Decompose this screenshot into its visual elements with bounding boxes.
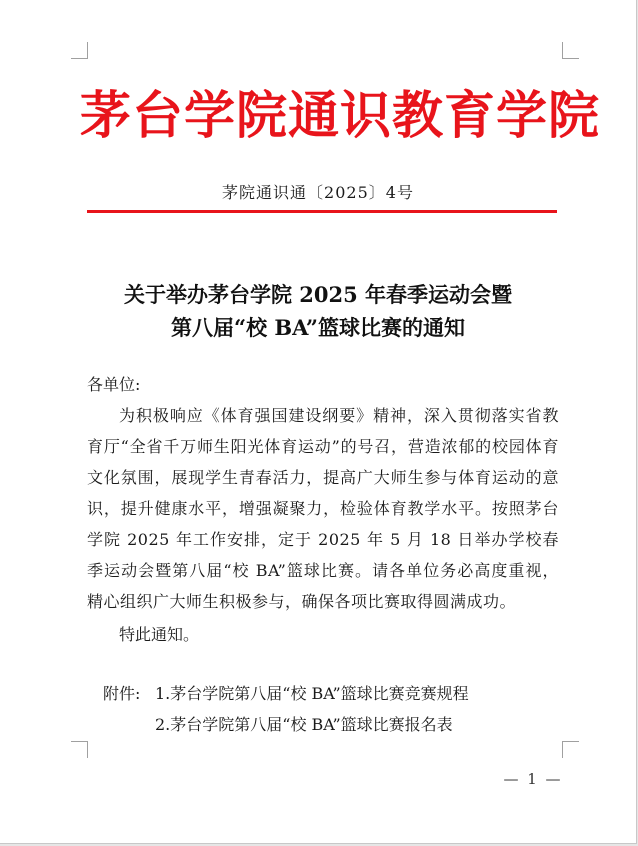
issuer-title: 茅台学院通识教育学院 xyxy=(80,86,601,146)
salutation: 各单位: xyxy=(87,375,141,394)
crop-mark-top-right xyxy=(562,42,579,59)
document-number: 茅院通识通〔2025〕4号 xyxy=(222,183,414,202)
page-number: — 1 — xyxy=(503,770,563,788)
attachments-label: 附件: xyxy=(103,684,141,703)
notice-title xyxy=(80,278,556,344)
attachment-item-2: 2.茅台学院第八届“校 BA”篮球比赛报名表 xyxy=(155,715,453,734)
crop-mark-top-left xyxy=(71,42,88,59)
red-separator-line xyxy=(87,210,557,213)
crop-mark-bottom-right xyxy=(562,741,579,758)
crop-mark-bottom-left xyxy=(71,741,88,758)
closing-line: 特此通知。 xyxy=(119,625,200,644)
attachment-item-1: 1.茅台学院第八届“校 BA”篮球比赛竞赛规程 xyxy=(155,684,469,703)
notice-title-line-2: 第八届“校 BA”篮球比赛的通知 xyxy=(170,315,466,340)
notice-title-line-1: 关于举办茅台学院 2025 年春季运动会暨 xyxy=(123,282,513,307)
body-paragraph: 为积极响应《体育强国建设纲要》精神，深入贯彻落实省教育厅“全省千万师生阳光体育运动”的号召，营造浓郁的校园体育文化氛围，展现学生青春活力，提高广大师生参与体育运动的意识，提升健康水平，增强凝聚力，检验体育教学水平。按照茅台学院 2025 年工作安排，定于 2025 年 5 月 18 日举办学校春季运动会暨第八届“校 BA”篮球比赛。请各单位务必高度重视，精心组织广大师生积极参与，确保各项比赛取得圆满成功。 xyxy=(87,406,559,611)
